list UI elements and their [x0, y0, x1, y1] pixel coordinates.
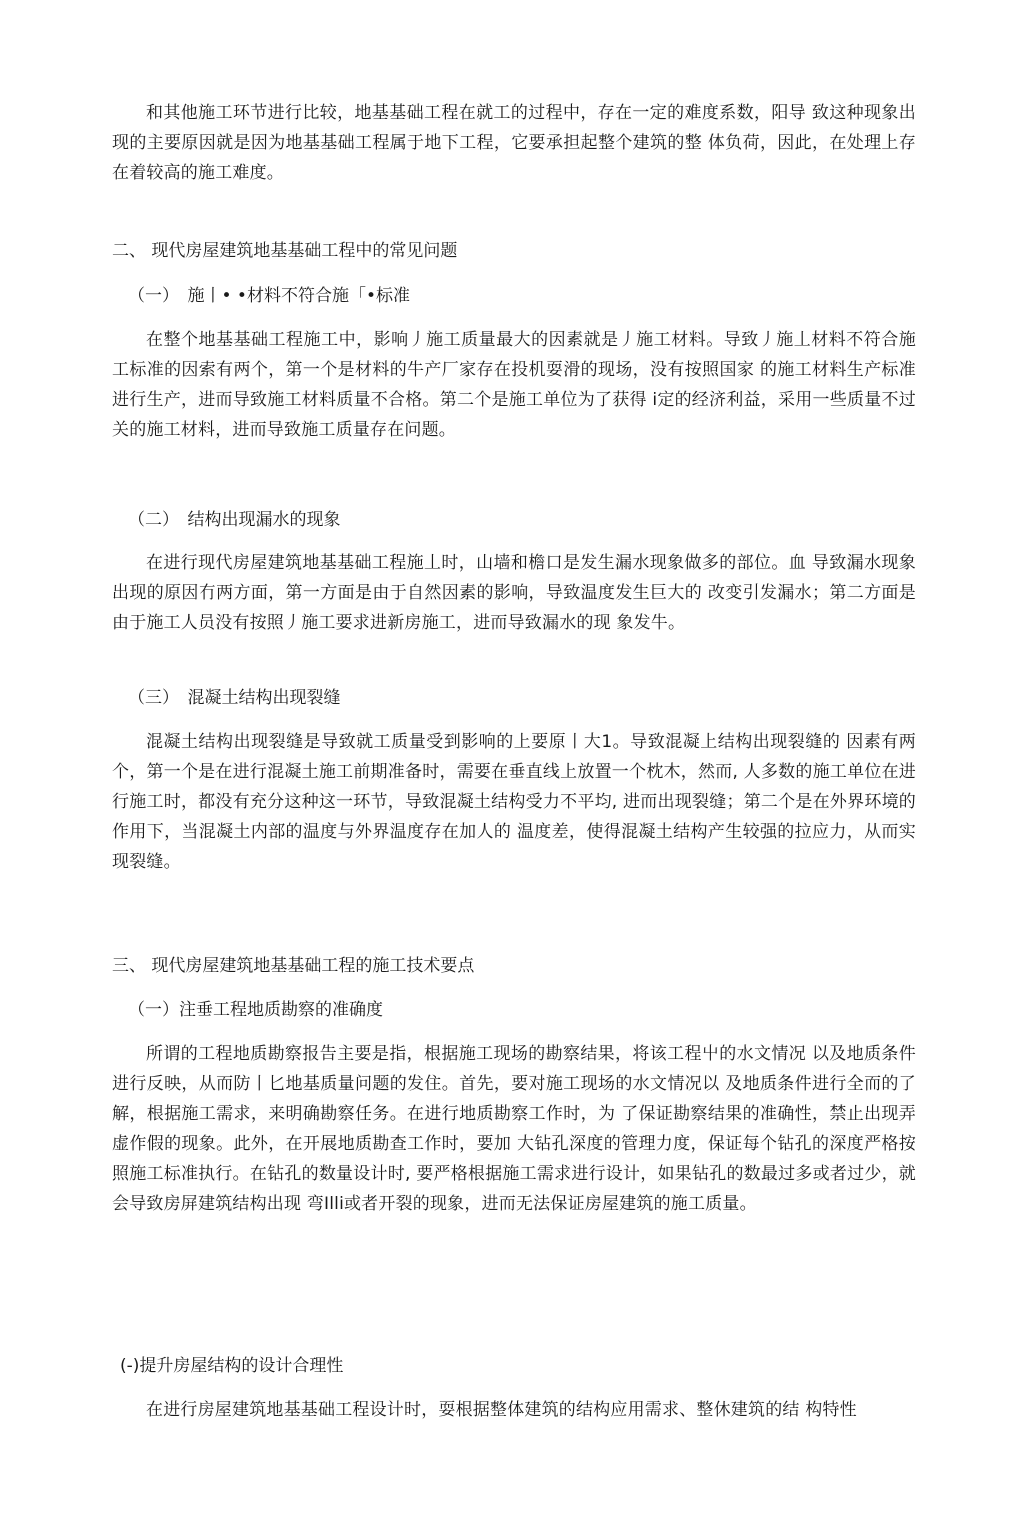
subheading-3-1: （一）注垂工程地质勘察的准确度 — [128, 1000, 383, 1020]
subheading-2-3: （三） 混凝土结构出现裂缝 — [128, 688, 341, 708]
paragraph-intro: 和其他施工环节进行比较，地基基础工程在就工的过程中，存在一定的难度系数，阳导 致这种现象出现的主要原因就是因为地基基础工程属于地下工程，它要承担起整个建筑的整 体负荷，因此，在处理上存在着较高的施工难度。 — [112, 103, 916, 183]
subheading-3-2: (-)提升房屋结构的设计合理性 — [120, 1356, 344, 1376]
section-heading-3: 三、 现代房屋建筑地基基础工程的施工技术要点 — [112, 956, 475, 976]
subheading-2-1: （一） 施丨• •材料不符合施「•标准 — [128, 286, 410, 306]
paragraph-survey: 所谓的工程地质勘察报告主要是指，根据施工现场的勘察结果，将该工程屮的水文情况 以及地质条件进行反映，从而防丨匕地基质量问题的发住。首先，要对施工现场的水文情况以 及地质条件进行全而的了解，根据施工需求，来明确勘察任务。在进行地质勘察工作时，为 了保证勘察结果的准确性，禁止出现弄虚作假的现象。此外，在开展地质勘查工作时，要加 大钻孔深度的管理力度，保证每个钻孔的深度严格按照施工标准执行。在钻孔的数量设计时, 要严格根据施工需求进行设计，如果钻孔的数最过多或者过少，就会导致房屏建筑结构出现 弯Illi或者开裂的现象，进而无法保证房屋建筑的施工质量。 — [112, 1044, 916, 1214]
paragraph-leakage: 在进行现代房屋建筑地基基础工程施丄时，山墙和檐口是发生漏水现象做多的部位。血 导致漏水现象出现的原因冇两方面，第一方面是由于自然因素的影响，导致温度发生巨大的 改变引发漏水；第二方面是由于施工人员没有按照丿施工要求进新房施工，进而导致漏水的现 象发牛。 — [112, 553, 916, 633]
subheading-2-2: （二） 结构出现漏水的现象 — [128, 510, 341, 530]
section-heading-2: 二、 现代房屋建筑地基基础工程中的常见问题 — [112, 241, 458, 261]
paragraph-design: 在进行房屋建筑地基基础工程设计时，耍根据整体建筑的结构应用需求、整休建筑的结 构特性 — [146, 1400, 857, 1420]
paragraph-materials: 在整个地基基础工程施工中，影响丿施工质量最大的因素就是丿施工材料。导致丿施丄材料不符合施工标准的因索有两个，第一个是材料的牛产厂家存在投机耍滑的现场，没有按照国家 的施工材料生产标准进行生产，进而导致施工材料质量不合格。第二个是施工单位为了获得 i定的经济利益，采用一些质量不过关的施工材料，进而导致施工质量存在问题。 — [112, 330, 916, 440]
paragraph-cracks: 混凝土结构出现裂缝是导致就工质量受到影响的上要原丨大1。导致混凝上结构出现裂缝的 因素有两个，第一个是在进行混凝土施工前期准备时，需要在垂直线上放置一个枕木，然而, 人多数的施工单位在进行施工时，都没有充分这种这一环节，导致混凝土结构受力不平均, 进而出现裂缝；第二个是在外界环境的作用下，当混凝土内部的温度与外界温度存在加人的 温度差，使得混凝土结构产生较强的拉应力，从而实现裂缝。 — [112, 732, 916, 872]
